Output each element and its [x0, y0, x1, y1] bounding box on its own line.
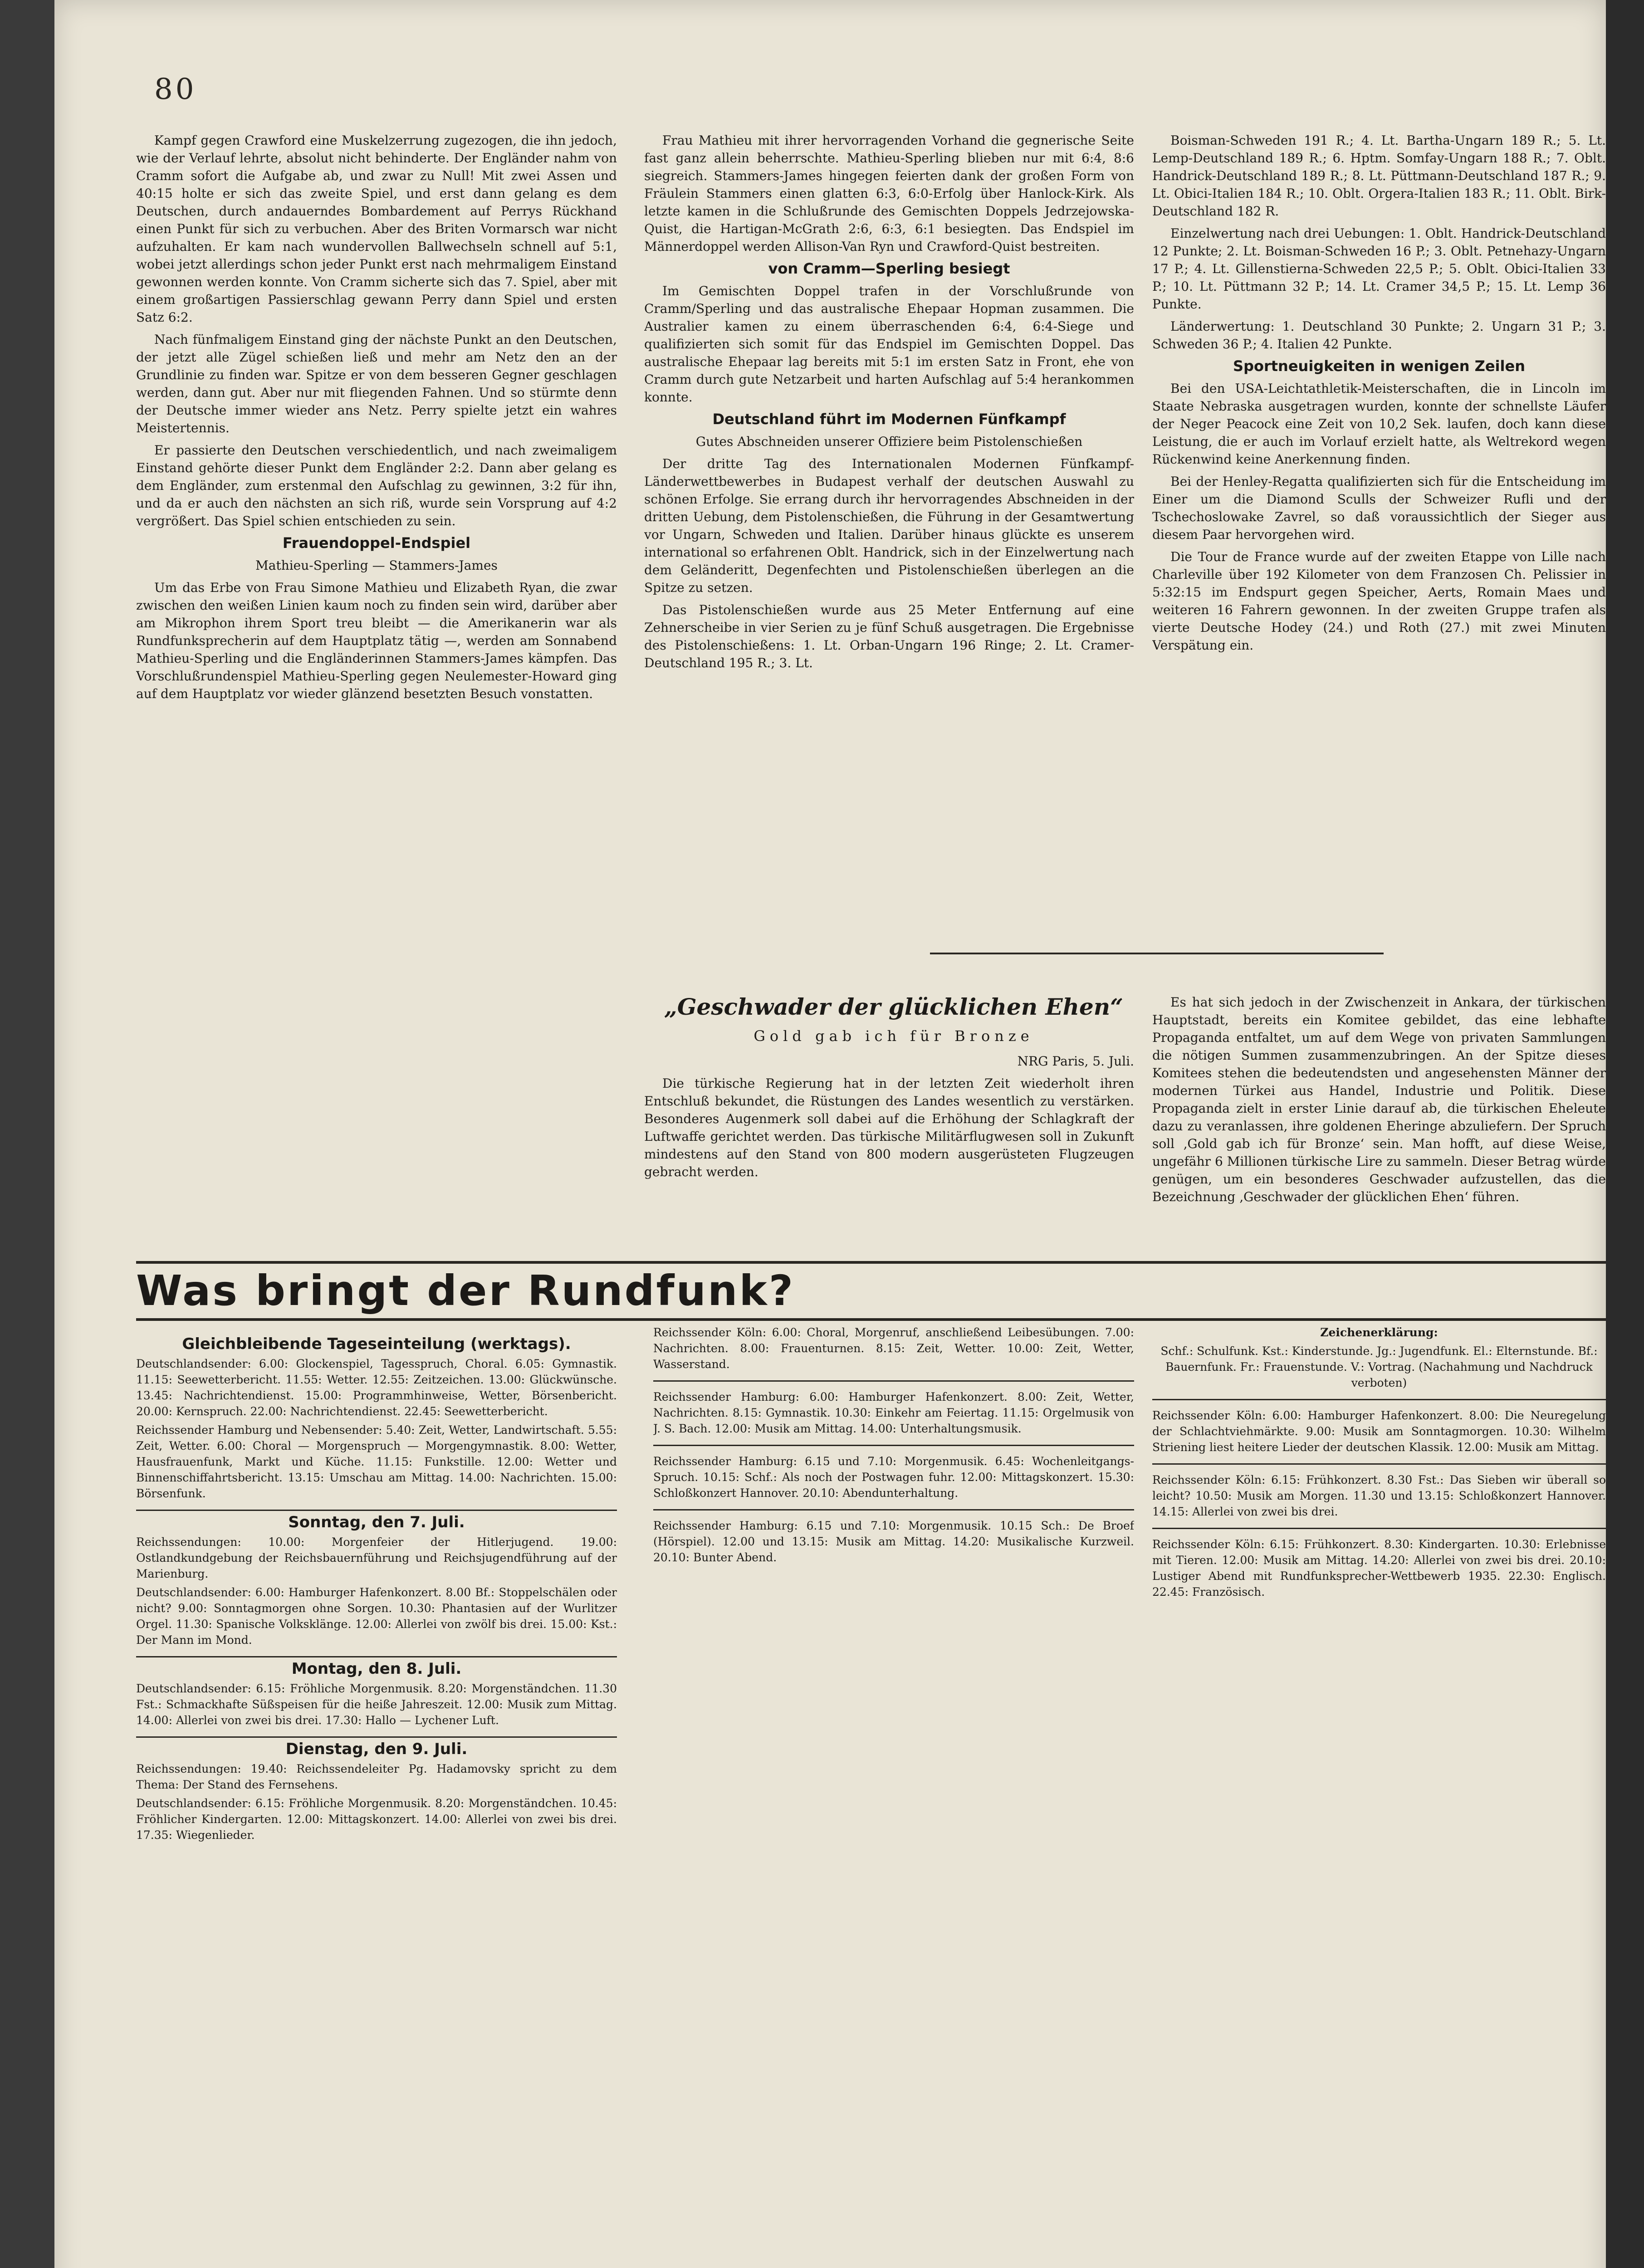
radio-listing: Deutschlandsender: 6.15: Fröhliche Morgenmusik. 8.20: Morgenständchen. 11.30 Fst.: Schmackhafte Süßspeisen für die heiße Jahreszeit. 12.00: Musik zum Mittag. 14.00: Allerlei von zwei bis drei. 17.30: Hallo — Lychener Luft. [136, 1682, 617, 1727]
radio-day-spacer [653, 1380, 1134, 1385]
radio-day-spacer [1152, 1463, 1606, 1468]
paragraph: Nach fünfmaligem Einstand ging der nächste Punkt an den Deutschen, der jetzt alle Zügel schießen ließ und mehr am Netz den an der Grundlinie zu finden war. Spitze er von dem besseren Gegner geschlagen werden, dann gut. Aber nur mit fliegenden Fahnen. Und so stürmte denn der Deutsche immer wieder ans Netz. Perry spielte jetzt ein wahres Meistertennis. [136, 332, 617, 435]
paragraph: Er passierte den Deutschen verschiedentlich, und nach zweimaligem Einstand gehörte dieser Punkt dem Engländer 2:2. Dann aber gelang es dem Engländer, zum erstenmal den Aufschlag zu gewinnen, 3:2 für ihn, und da er auch den nächsten an sich riß, wurde sein Vorsprung auf 4:2 vergrößert. Das Spiel schien entschieden zu sein. [136, 443, 617, 528]
radio-listing: Deutschlandsender: 6.00: Glockenspiel, Tagesspruch, Choral. 6.05: Gymnastik. 11.15: Seewetterbericht. 11.55: Wetter. 12.55: Zeitzeichen. 13.00: Glückwünsche. 13.45: Nachrichtendienst. 15.00: Programmhinweise, Wetter, Börsenbericht. 20.00: Kernspruch. 22.00: Nachrichtendienst. 22.45: Seewetterbericht. [136, 1357, 617, 1418]
legend-heading: Zeichenerklärung: [1320, 1326, 1438, 1339]
story-headline: „Geschwader der glücklichen Ehen“ [664, 993, 1123, 1020]
section-heading: Sportneuigkeiten in wenigen Zeilen [1233, 357, 1525, 375]
divider-rule [930, 953, 1384, 954]
paragraph: Bei den USA-Leichtathletik-Meisterschaften, die in Lincoln im Staate Nebraska ausgetragen wurden, konnte der schnellste Läufer der Neger Peacock eine Zeit von 10,2 Sek. laufen, doch kann diese Leistung, die er auch im Vorlauf erzielt hatte, als Weltrekord wegen Rückenwind keine Anerkennung finden. [1152, 381, 1606, 467]
dateline: NRG Paris, 5. Juli. [1017, 1054, 1134, 1069]
legend-text: Schf.: Schulfunk. Kst.: Kinderstunde. Jg.: Jugendfunk. El.: Elternstunde. Bf.: Bauernfunk. Fr.: Frauenstunde. V.: Vortrag. (Nachahmung und Nachdruck verboten) [1160, 1344, 1598, 1389]
radio-listing: Reichssender Hamburg und Nebensender: 5.40: Zeit, Wetter, Landwirtschaft. 5.55: Zeit, Wetter. 6.00: Choral — Morgenspruch — Morgengymnastik. 8.00: Wetter, Hausfrauenfunk, Markt und Küche. 11.15: Funkstille. 12.00: Wetter und Binnenschiffahrtsbericht. 13.15: Umschau am Mittag. 14.00: Nachrichten. 15.00: Börsenfunk. [136, 1423, 617, 1500]
paragraph: Der dritte Tag des Internationalen Modernen Fünfkampf-Länderwettbewerbes in Budapest verhalf der deutschen Auswahl zu schönen Erfolge. Sie errang durch ihr hervorragendes Abschneiden in der dritten Uebung, dem Pistolenschießen, die Führung in der Gesamtwertung vor Ungarn, Schweden und Italien. Darüber hinaus glückte es unserem international so erfahrenen Oblt. Handrick, sich in der Einzelwertung nach dem Geländeritt, Degenfechten und Pistolenschießen überlegen an die Spitze zu setzen. [644, 456, 1134, 595]
radio-day-spacer [1152, 1528, 1606, 1533]
section-heading: Frauendoppel-Endspiel [282, 534, 471, 552]
paragraph: Die Tour de France wurde auf der zweiten Etappe von Lille nach Charleville über 192 Kilometer von dem Franzosen Ch. Pelissier in 5:32:15 im Endspurt gegen Speicher, Aerts, Romain Maes und weiteren 16 Fahrern gewonnen. In der zweiten Gruppe trafen als vierte Deutsche Hodey (24.) und Roth (27.) mit zwei Minuten Verspätung ein. [1152, 549, 1606, 653]
section-subheading: Mathieu-Sperling — Stammers-James [255, 558, 498, 573]
story-subheadline: Gold gab ich für Bronze [754, 1027, 1034, 1045]
radio-column-right [1152, 1325, 1606, 2268]
paragraph: Die türkische Regierung hat in der letzten Zeit wiederholt ihren Entschluß bekundet, die Rüstungen des Landes wesentlich zu verstärken. Besonderes Augenmerk soll dabei auf die Erhöhung der Schlagkraft der Luftwaffe gerichtet werden. Das türkische Militärflugwesen soll in Zukunft mindestens auf den Stand von 800 modern ausgerüsteten Flugzeugen gebracht werden. [644, 1076, 1134, 1179]
radio-day-spacer [1152, 1399, 1606, 1404]
radio-listing: Reichssendungen: 10.00: Morgenfeier der Hitlerjugend. 19.00: Ostlandkundgebung der Reichsbauernführung und Reichsjugendführung auf der Marienburg. [136, 1535, 617, 1580]
radio-day-heading: Sonntag, den 7. Juli. [136, 1510, 617, 1530]
paragraph: Das Pistolenschießen wurde aus 25 Meter Entfernung auf eine Zehnerscheibe in vier Serien zu je fünf Schuß ausgetragen. Die Ergebnisse des Pistolenschießens: 1. Lt. Orban-Ungarn 196 Ringe; 2. Lt. Cramer-Deutschland 195 R.; 3. Lt. [644, 602, 1134, 670]
radio-listing: Deutschlandsender: 6.00: Hamburger Hafenkonzert. 8.00 Bf.: Stoppelschälen oder nicht? 9.00: Sonntagmorgen ohne Sorgen. 10.30: Phantasien auf der Wurlitzer Orgel. 11.30: Spanische Volksklänge. 12.00: Allerlei von zwölf bis drei. 15.00: Kst.: Der Mann im Mond. [136, 1586, 617, 1647]
story-column-left [644, 1052, 1134, 1243]
page-number: 80 [154, 73, 197, 106]
radio-listing: Reichssendungen: 19.40: Reichssendeleiter Pg. Hadamovsky spricht zu dem Thema: Der Stand des Fernsehens. [136, 1762, 617, 1791]
radio-day-spacer [653, 1445, 1134, 1450]
section-heading: Deutschland führt im Modernen Fünfkampf [712, 411, 1066, 428]
paragraph: Boisman-Schweden 191 R.; 4. Lt. Bartha-Ungarn 189 R.; 5. Lt. Lemp-Deutschland 189 R.; 6. Hptm. Somfay-Ungarn 188 R.; 7. Oblt. Handrick-Deutschland 189 R.; 8. Lt. Püttmann-Deutschland 187 R.; 9. Lt. Obici-Italien 184 R.; 10. Oblt. Orgera-Italien 183 R.; 11. Oblt. Birk-Deutschland 182 R. [1152, 133, 1606, 219]
paragraph: Im Gemischten Doppel trafen in der Vorschlußrunde von Cramm/Sperling und das australische Ehepaar Hopman zusammen. Die Australier kamen zu einem überraschenden 6:4, 6:4-Siege und qualifizierten sich somit für das Endspiel im Gemischten Doppel. Das australische Ehepaar lag bereits mit 5:1 im ersten Satz in Front, ehe von Cramm durch gute Netzarbeit und harten Aufschlag auf 5:4 herankommen konnte. [644, 284, 1134, 405]
radio-listing: Reichssender Hamburg: 6.15 und 7.10: Morgenmusik. 10.15 Sch.: De Broef (Hörspiel). 12.00 und 13.15: Musik am Mittag. 14.20: Musikalische Kurzweil. 20.10: Bunter Abend. [653, 1519, 1134, 1564]
radio-listing: Reichssender Köln: 6.15: Frühkonzert. 8.30 Fst.: Das Sieben wir überall so leicht? 10.50: Musik am Morgen. 11.30 und 13.15: Schloßkonzert Hannover. 14.15: Allerlei von zwei bis drei. [1152, 1473, 1606, 1518]
radio-listing: Deutschlandsender: 6.15: Fröhliche Morgenmusik. 8.20: Morgenständchen. 10.45: Fröhlicher Kindergarten. 12.00: Mittagskonzert. 14.00: Allerlei von zwei bis drei. 17.35: Wiegenlieder. [136, 1797, 617, 1842]
radio-day-heading: Montag, den 8. Juli. [136, 1656, 617, 1677]
paragraph: Um das Erbe von Frau Simone Mathieu und Elizabeth Ryan, die zwar zwischen den weißen Linien kaum noch zu finden sein wird, darüber aber am Mikrophon ihrem Sport treu bleibt — die Amerikanerin war als Rundfunksprecherin auf dem Hauptplatz tätig —, werden am Sonnabend Mathieu-Sperling und die Engländerinnen Stammers-James kämpfen. Das Vorschlußrundenspiel Mathieu-Sperling gegen Neulemester-Howard ging auf dem Hauptplatz vor wieder glänzend besetzten Besuch vonstatten. [136, 580, 617, 701]
paragraph: Länderwertung: 1. Deutschland 30 Punkte; 2. Ungarn 31 P.; 3. Schweden 36 P.; 4. Italien 42 Punkte. [1152, 319, 1606, 352]
paragraph: Bei der Henley-Regatta qualifizierten sich für die Entscheidung im Einer um die Diamond Sculls der Schweizer Rufli und der Tschechoslowake Zavrel, so daß voraussichtlich der Sieger aus diesem Paar hervorgehen wird. [1152, 474, 1606, 542]
paragraph: Einzelwertung nach drei Uebungen: 1. Oblt. Handrick-Deutschland 12 Punkte; 2. Lt. Boisman-Schweden 16 P.; 3. Oblt. Petnehazy-Ungarn 17 P.; 4. Lt. Gillenstierna-Schweden 22,5 P.; 5. Oblt. Obici-Italien 33 P.; 10. Lt. Püttmann 32 P.; 14. Lt. Cramer 34,5 P.; 15. Lt. Lemp 36 Punkte. [1152, 226, 1606, 312]
radio-listing: Reichssender Hamburg: 6.00: Hamburger Hafenkonzert. 8.00: Zeit, Wetter, Nachrichten. 8.15: Gymnastik. 10.30: Einkehr am Feiertag. 11.15: Orgelmusik von J. S. Bach. 12.00: Musik am Mittag. 14.00: Unterhaltungsmusik. [653, 1390, 1134, 1435]
paragraph: Kampf gegen Crawford eine Muskelzerrung zugezogen, die ihn jedoch, wie der Verlauf lehrte, absolut nicht behinderte. Der Engländer nahm von Cramm sofort die Aufgabe ab, und zwar zu Null! Mit zwei Assen und 40:15 holte er sich das zweite Spiel, und erst dann gelang es dem Deutschen, durch andauerndes Bombardement auf Perrys Rückhand einen Punkt für sich zu verbuchen. Aber des Briten Vormarsch war nicht aufzuhalten. Er kam nach wundervollen Ballwechseln schnell auf 5:1, wobei jetzt allerdings schon jeder Punkt erst nach mehrmaligem Einstand gewonnen werden konnte. Von Cramm sicherte sich das 7. Spiel, aber mit einem großartigen Passierschlag gewann Perry dann Spiel und ersten Satz 6:2. [136, 133, 617, 325]
scan-edge [1606, 0, 1644, 2268]
radio-heading: Gleichbleibende Tageseinteilung (werktags). [182, 1335, 571, 1353]
middle-article-column [644, 132, 1134, 930]
radio-column-middle [653, 1325, 1134, 2268]
section-subheading: Gutes Abschneiden unserer Offiziere beim Pistolenschießen [695, 434, 1083, 449]
tennis-article-column [136, 132, 617, 1216]
radio-listing: Reichssender Hamburg: 6.15 und 7.10: Morgenmusik. 6.45: Wochenleitgangs-Spruch. 10.15: Schf.: Als noch der Postwagen fuhr. 12.00: Mittagskonzert. 15.30: Schloßkonzert Hannover. 20.10: Abendunterhaltung. [653, 1455, 1134, 1500]
story-column-right [1152, 993, 1606, 1243]
radio-day-spacer [653, 1509, 1134, 1514]
paragraph: Frau Mathieu mit ihrer hervorragenden Vorhand die gegnerische Seite fast ganz allein beherrschte. Mathieu-Sperling blieben nur mit 6:4, 8:6 siegreich. Stammers-James hingegen feierten dank der großen Form von Fräulein Stammers einen glatten 6:3, 6:0-Erfolg über Hanlock-Kirk. Als letzte kamen in die Schlußrunde des Gemischten Doppels Jedrzejowska-Quist, die Hartigan-McGrath 2:6, 6:3, 6:1 besiegten. Das Endspiel im Männerdoppel werden Allison-Van Ryn und Crawford-Quist bestreiten. [644, 133, 1134, 254]
radio-listing: Reichssender Köln: 6.15: Frühkonzert. 8.30: Kindergarten. 10.30: Erlebnisse mit Tieren. 12.00: Musik am Mittag. 14.20: Allerlei von zwei bis drei. 20.10: Lustiger Abend mit Rundfunksprecher-Wettbewerb 1935. 22.30: Englisch. 22.45: Französisch. [1152, 1538, 1606, 1598]
section-heading: von Cramm—Sperling besiegt [768, 260, 1010, 277]
radio-listing: Reichssender Köln: 6.00: Hamburger Hafenkonzert. 8.00: Die Neuregelung der Schlachtviehmärkte. 9.00: Musik am Sonntagmorgen. 10.30: Wilhelm Striening liest heitere Lieder der deutschen Klassik. 12.00: Musik am Mittag. [1152, 1409, 1606, 1454]
radio-day-heading: Dienstag, den 9. Juli. [136, 1736, 617, 1757]
radio-column-left [136, 1325, 617, 2268]
results-column [1152, 132, 1606, 930]
radio-listing: Reichssender Köln: 6.00: Choral, Morgenruf, anschließend Leibesübungen. 7.00: Nachrichten. 8.00: Frauenturnen. 8.15: Zeit, Wetter. 10.00: Zeit, Wetter, Wasserstand. [653, 1326, 1134, 1371]
paragraph: Es hat sich jedoch in der Zwischenzeit in Ankara, der türkischen Hauptstadt, bereits ein Komitee gebildet, das eine lebhafte Propaganda entfaltet, um auf dem Wege von privaten Sammlungen die nötigen Summen zusammenzubringen. An der Spitze dieses Komitees stehen die bedeutendsten und angesehensten Männer der modernen Türkei aus Handel, Industrie und Politik. Diese Propaganda zielt in erster Linie darauf ab, die türkischen Eheleute dazu zu veranlassen, ihre goldenen Eheringe abzuliefern. Der Spruch soll ‚Gold gab ich für Bronze‘ sein. Man hofft, auf diese Weise, ungefähr 6 Millionen türkische Lire zu sammeln. Dieser Betrag würde genügen, um ein besonderes Geschwader aufzustellen, das die Bezeichnung ‚Geschwader der glücklichen Ehen‘ führen. [1152, 995, 1606, 1204]
radio-section-banner: Was bringt der Rundfunk? [136, 1261, 1606, 1321]
